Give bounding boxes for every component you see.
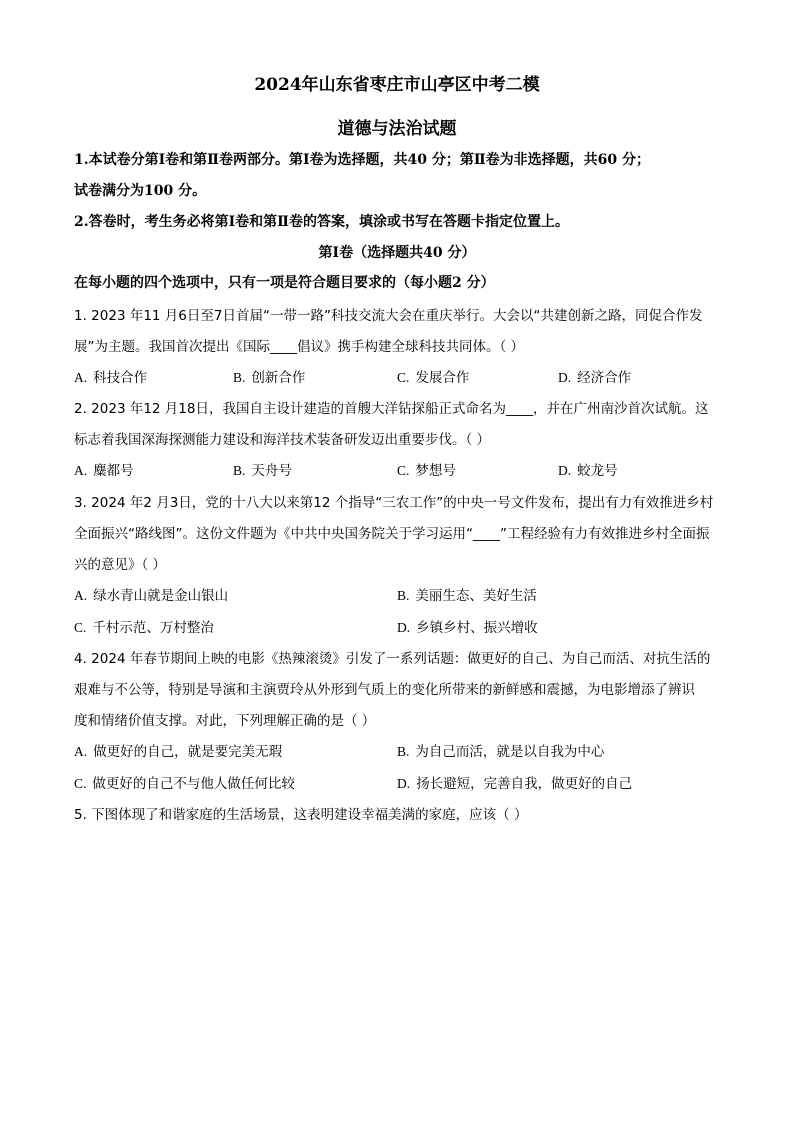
question-2-line: 2. 2023 年12 月18日，我国自主设计建造的首艘大洋钻探船正式命名为____，并在广州南沙首次试航。这: [74, 401, 709, 417]
question-1-line: 展”为主题。我国首次提出《国际____倡议》携手构建全球科技共同体。（ ）: [74, 339, 525, 355]
section-heading: 第Ⅰ卷（选择题共40 分）: [318, 245, 476, 261]
q1-option-c: C. 发展合作: [397, 370, 470, 386]
q1-option-b: B. 创新合作: [233, 370, 306, 386]
question-4-line: 4. 2024 年春节期间上映的电影《热辣滚烫》引发了一系列话题：做更好的自己、为自己而活、对抗生活的: [74, 651, 711, 667]
question-4-line: 艰难与不公等，特别是导演和主演贾玲从外形到气质上的变化所带来的新鲜感和震撼，为电影增添了辨识: [74, 682, 695, 698]
instruction-line: 2.答卷时，考生务必将第Ⅰ卷和第Ⅱ卷的答案，填涂或书写在答题卡指定位置上。: [74, 214, 569, 230]
instruction-line: 1.本试卷分第Ⅰ卷和第Ⅱ卷两部分。第Ⅰ卷为选择题，共40 分；第Ⅱ卷为非选择题，共60 分；: [74, 152, 651, 168]
q4-option-b: B. 为自己而活，就是以自我为中心: [397, 744, 605, 760]
question-4-line: 度和情绪价值支撑。对此，下列理解正确的是（ ）: [74, 713, 376, 729]
instruction-line: 试卷满分为100 分。: [74, 183, 207, 199]
exam-subtitle: 道德与法治试题: [337, 119, 457, 139]
question-5-line: 5. 下图体现了和谐家庭的生活场景，这表明建设幸福美满的家庭，应该（ ）: [74, 807, 528, 823]
q3-option-b: B. 美丽生态、美好生活: [397, 588, 537, 604]
question-3-line: 全面振兴“路线图”。这份文件题为《中共中央国务院关于学习运用“____”工程经验有力有效推进乡村全面振: [74, 526, 710, 542]
question-1-line: 1. 2023 年11 月6日至7日首届“一带一路”科技交流大会在重庆举行。大会以“共建创新之路，同促合作发: [74, 308, 703, 324]
q3-option-a: A. 绿水青山就是金山银山: [74, 588, 229, 604]
q3-option-d: D. 乡镇乡村、振兴增收: [397, 620, 538, 636]
exam-title: 2024年山东省枣庄市山亭区中考二模: [254, 75, 540, 95]
q1-option-d: D. 经济合作: [558, 370, 632, 386]
q2-option-b: B. 天舟号: [233, 463, 292, 479]
question-2-line: 标志着我国深海探测能力建设和海洋技术装备研发迈出重要步伐。（ ）: [74, 432, 491, 448]
q1-option-a: A. 科技合作: [74, 370, 148, 386]
q4-option-c: C. 做更好的自己不与他人做任何比较: [74, 776, 295, 792]
q2-option-a: A. 麋都号: [74, 463, 134, 479]
q4-option-d: D. 扬长避短，完善自我，做更好的自己: [397, 776, 633, 792]
q3-option-c: C. 千村示范、万村整治: [74, 620, 214, 636]
q4-option-a: A. 做更好的自己，就是要完美无瑕: [74, 744, 283, 760]
q2-option-c: C. 梦想号: [397, 463, 456, 479]
question-3-line: 3. 2024 年2 月3日，党的十八大以来第12 个指导“三农工作”的中央一号文件发布，提出有力有效推进乡村: [74, 495, 714, 511]
question-3-line: 兴的意见》（ ）: [74, 557, 167, 573]
section-prompt: 在每小题的四个选项中，只有一项是符合题目要求的（每小题2 分）: [74, 275, 495, 291]
q2-option-d: D. 蛟龙号: [558, 463, 618, 479]
